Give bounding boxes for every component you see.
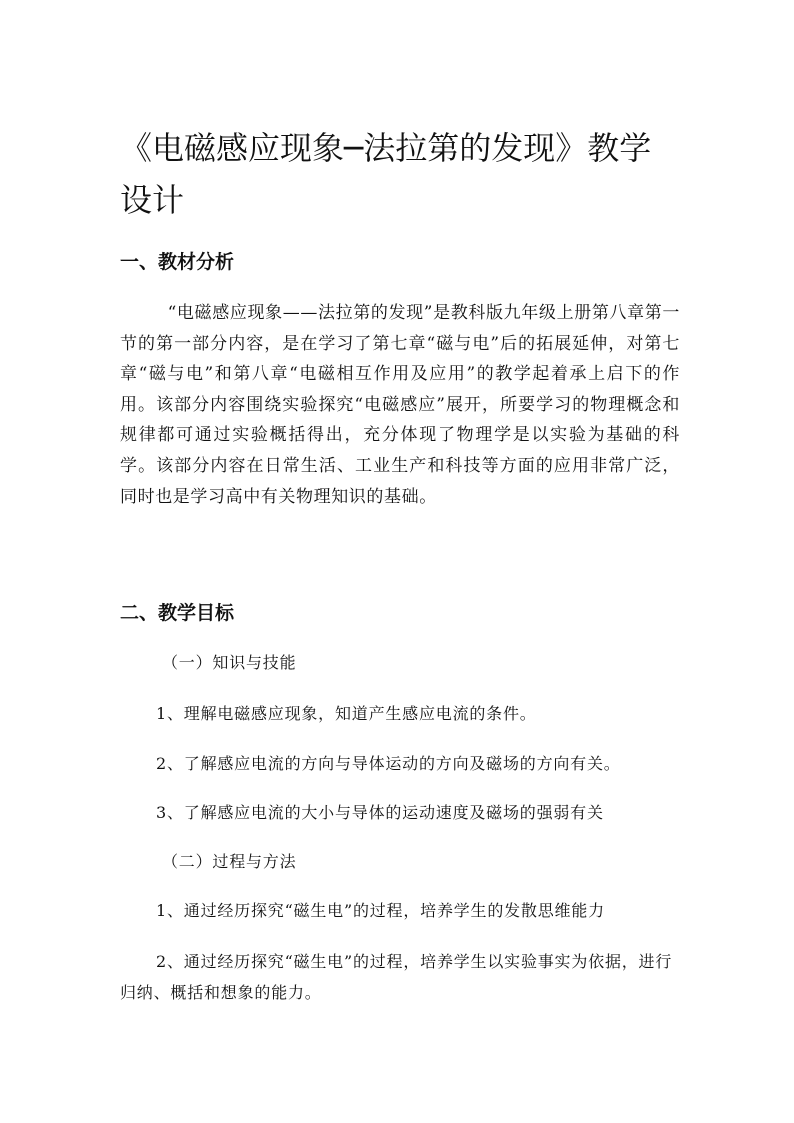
goal-item: 2、了解感应电流的方向与导体运动的方向及磁场的方向有关。 bbox=[156, 754, 621, 773]
material-analysis-paragraph: “电磁感应现象——法拉第的发现”是教科版九年级上册第八章第一节的第一部分内容，是在学习了第七章“磁与电”后的拓展延伸，对第七章“磁与电”和第八章“电磁相互作用及应用”的教学起着承上启下的作用。该部分内容围绕实验探究“电磁感应”展开，所要学习的物理概念和规律都可通过实验概括得出，充分体现了物理学是以实验为基础的科学。该部分内容在日常生活、工业生产和科技等方面的应用非常广泛，同时也是学习高中有关物理知识的基础。 bbox=[120, 303, 680, 507]
goal-item: 1、通过经历探究“磁生电”的过程，培养学生的发散思维能力 bbox=[156, 901, 605, 920]
subsection-heading-knowledge-skills: （一）知识与技能 bbox=[162, 653, 297, 672]
document-title: 《电磁感应现象─法拉第的发现》教学设计 bbox=[120, 129, 652, 219]
section-heading-material-analysis: 一、教材分析 bbox=[120, 251, 235, 273]
section-heading-teaching-goals: 二、教学目标 bbox=[120, 602, 235, 624]
goal-item: 1、理解电磁感应现象，知道产生感应电流的条件。 bbox=[156, 704, 537, 723]
goal-item: 2、通过经历探究“磁生电”的过程，培养学生以实验事实为依据，进行归纳、概括和想象的能力。 bbox=[120, 952, 673, 1002]
goal-item: 3、了解感应电流的大小与导体的运动速度及磁场的强弱有关 bbox=[156, 803, 604, 822]
subsection-heading-process-methods: （二）过程与方法 bbox=[162, 852, 297, 871]
